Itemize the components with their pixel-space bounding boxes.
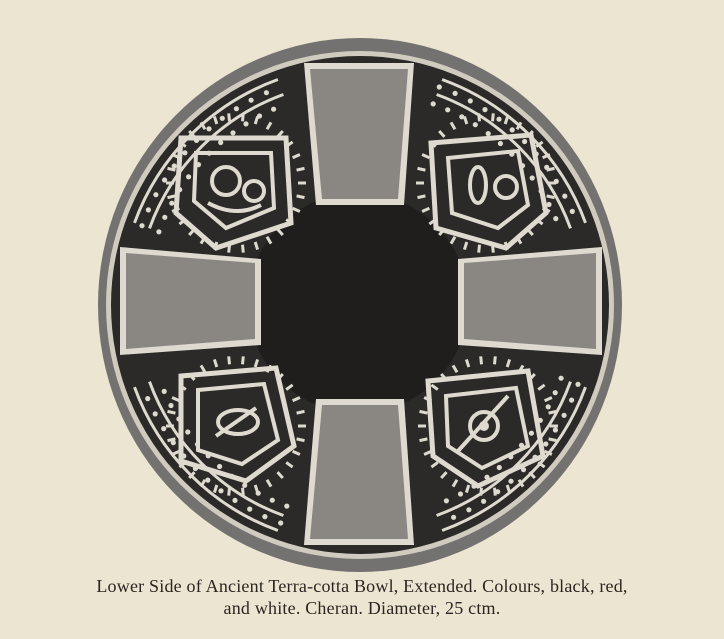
bowl-illustration (96, 33, 628, 573)
border-dot (569, 398, 574, 403)
border-dot (217, 464, 222, 469)
border-dot (445, 107, 450, 112)
panel-top (304, 63, 414, 205)
border-dot (271, 107, 276, 112)
fringe-tick (168, 439, 176, 441)
border-dot (284, 504, 289, 509)
border-dot (553, 427, 558, 432)
border-dot (553, 216, 558, 221)
border-dot (234, 106, 239, 111)
border-dot (473, 122, 478, 127)
border-dot (169, 201, 174, 206)
border-dot (553, 390, 558, 395)
border-dot (206, 126, 211, 131)
fringe-tick (547, 196, 555, 198)
fringe-tick (418, 168, 426, 170)
border-dot (153, 192, 158, 197)
border-dot (437, 84, 442, 89)
border-dot (172, 163, 177, 168)
fringe-tick (495, 488, 496, 496)
border-dot (185, 429, 190, 434)
panel-left (120, 247, 261, 355)
cropped-top-text-line (0, 0, 724, 20)
fringe-tick (495, 356, 496, 364)
fringe-tick (229, 113, 230, 121)
fringe-tick (243, 356, 244, 364)
fringe-tick (493, 113, 494, 121)
border-dot (453, 91, 458, 96)
caption-line-2: and white. Cheran. Diameter, 25 ctm. (223, 598, 501, 618)
border-dot (262, 514, 267, 519)
border-dot (575, 382, 580, 387)
border-dot (559, 376, 564, 381)
fringe-tick (297, 168, 305, 170)
fringe-tick (297, 411, 305, 413)
fringe-tick (420, 439, 428, 441)
border-dot (270, 498, 275, 503)
fringe-tick (549, 439, 557, 441)
fringe-tick (418, 196, 426, 198)
fringe-tick (420, 411, 428, 413)
border-dot (444, 498, 449, 503)
border-dot (468, 98, 473, 103)
border-dot (458, 491, 463, 496)
fringe-tick (547, 168, 555, 170)
border-dot (247, 507, 252, 512)
fringe-tick (479, 113, 480, 121)
fringe-tick (243, 113, 244, 121)
fringe-tick (243, 245, 244, 253)
border-dot (168, 403, 173, 408)
border-dot (139, 223, 144, 228)
fringe-tick (168, 196, 176, 198)
border-dot (486, 131, 491, 136)
border-dot (182, 150, 187, 155)
border-dot (218, 488, 223, 493)
border-dot (156, 229, 161, 234)
border-dot (498, 141, 503, 146)
fringe-tick (229, 488, 230, 496)
fringe-tick (493, 245, 494, 253)
border-dot (145, 396, 150, 401)
border-dot (466, 507, 471, 512)
border-dot (249, 98, 254, 103)
fringe-tick (168, 168, 176, 170)
border-dot (481, 499, 486, 504)
border-dot (522, 139, 527, 144)
border-dot (570, 209, 575, 214)
border-dot (562, 413, 567, 418)
border-dot (161, 426, 166, 431)
border-dot (562, 194, 567, 199)
fringe-tick (481, 488, 482, 496)
border-dot (162, 215, 167, 220)
fringe-tick (229, 245, 230, 253)
border-dot (264, 90, 269, 95)
fringe-tick (243, 488, 244, 496)
border-dot (146, 207, 151, 212)
border-dot (186, 174, 191, 179)
border-dot (243, 121, 248, 126)
border-dot (496, 117, 501, 122)
border-dot (205, 478, 210, 483)
border-dot (431, 101, 436, 106)
border-dot (530, 175, 535, 180)
fringe-tick (481, 356, 482, 364)
border-dot (451, 515, 456, 520)
border-dot (510, 127, 515, 132)
border-dot (230, 130, 235, 135)
panel-bottom (304, 399, 414, 545)
border-dot (482, 107, 487, 112)
border-dot (162, 389, 167, 394)
caption-line-1: Lower Side of Ancient Terra-cotta Bowl, Extended. Colours, black, red, (96, 576, 628, 596)
border-dot (218, 140, 223, 145)
border-dot (497, 465, 502, 470)
fringe-tick (297, 439, 305, 441)
figure-caption (0, 575, 724, 619)
border-dot (153, 411, 158, 416)
border-dot (529, 431, 534, 436)
border-dot (543, 441, 548, 446)
border-dot (232, 498, 237, 503)
border-dot (508, 479, 513, 484)
fringe-tick (297, 196, 305, 198)
fringe-tick (549, 411, 557, 413)
panel-right (458, 247, 602, 355)
fringe-tick (168, 411, 176, 413)
border-dot (546, 404, 551, 409)
border-dot (278, 520, 283, 525)
border-dot (220, 116, 225, 121)
fringe-tick (229, 356, 230, 364)
fringe-tick (479, 245, 480, 253)
